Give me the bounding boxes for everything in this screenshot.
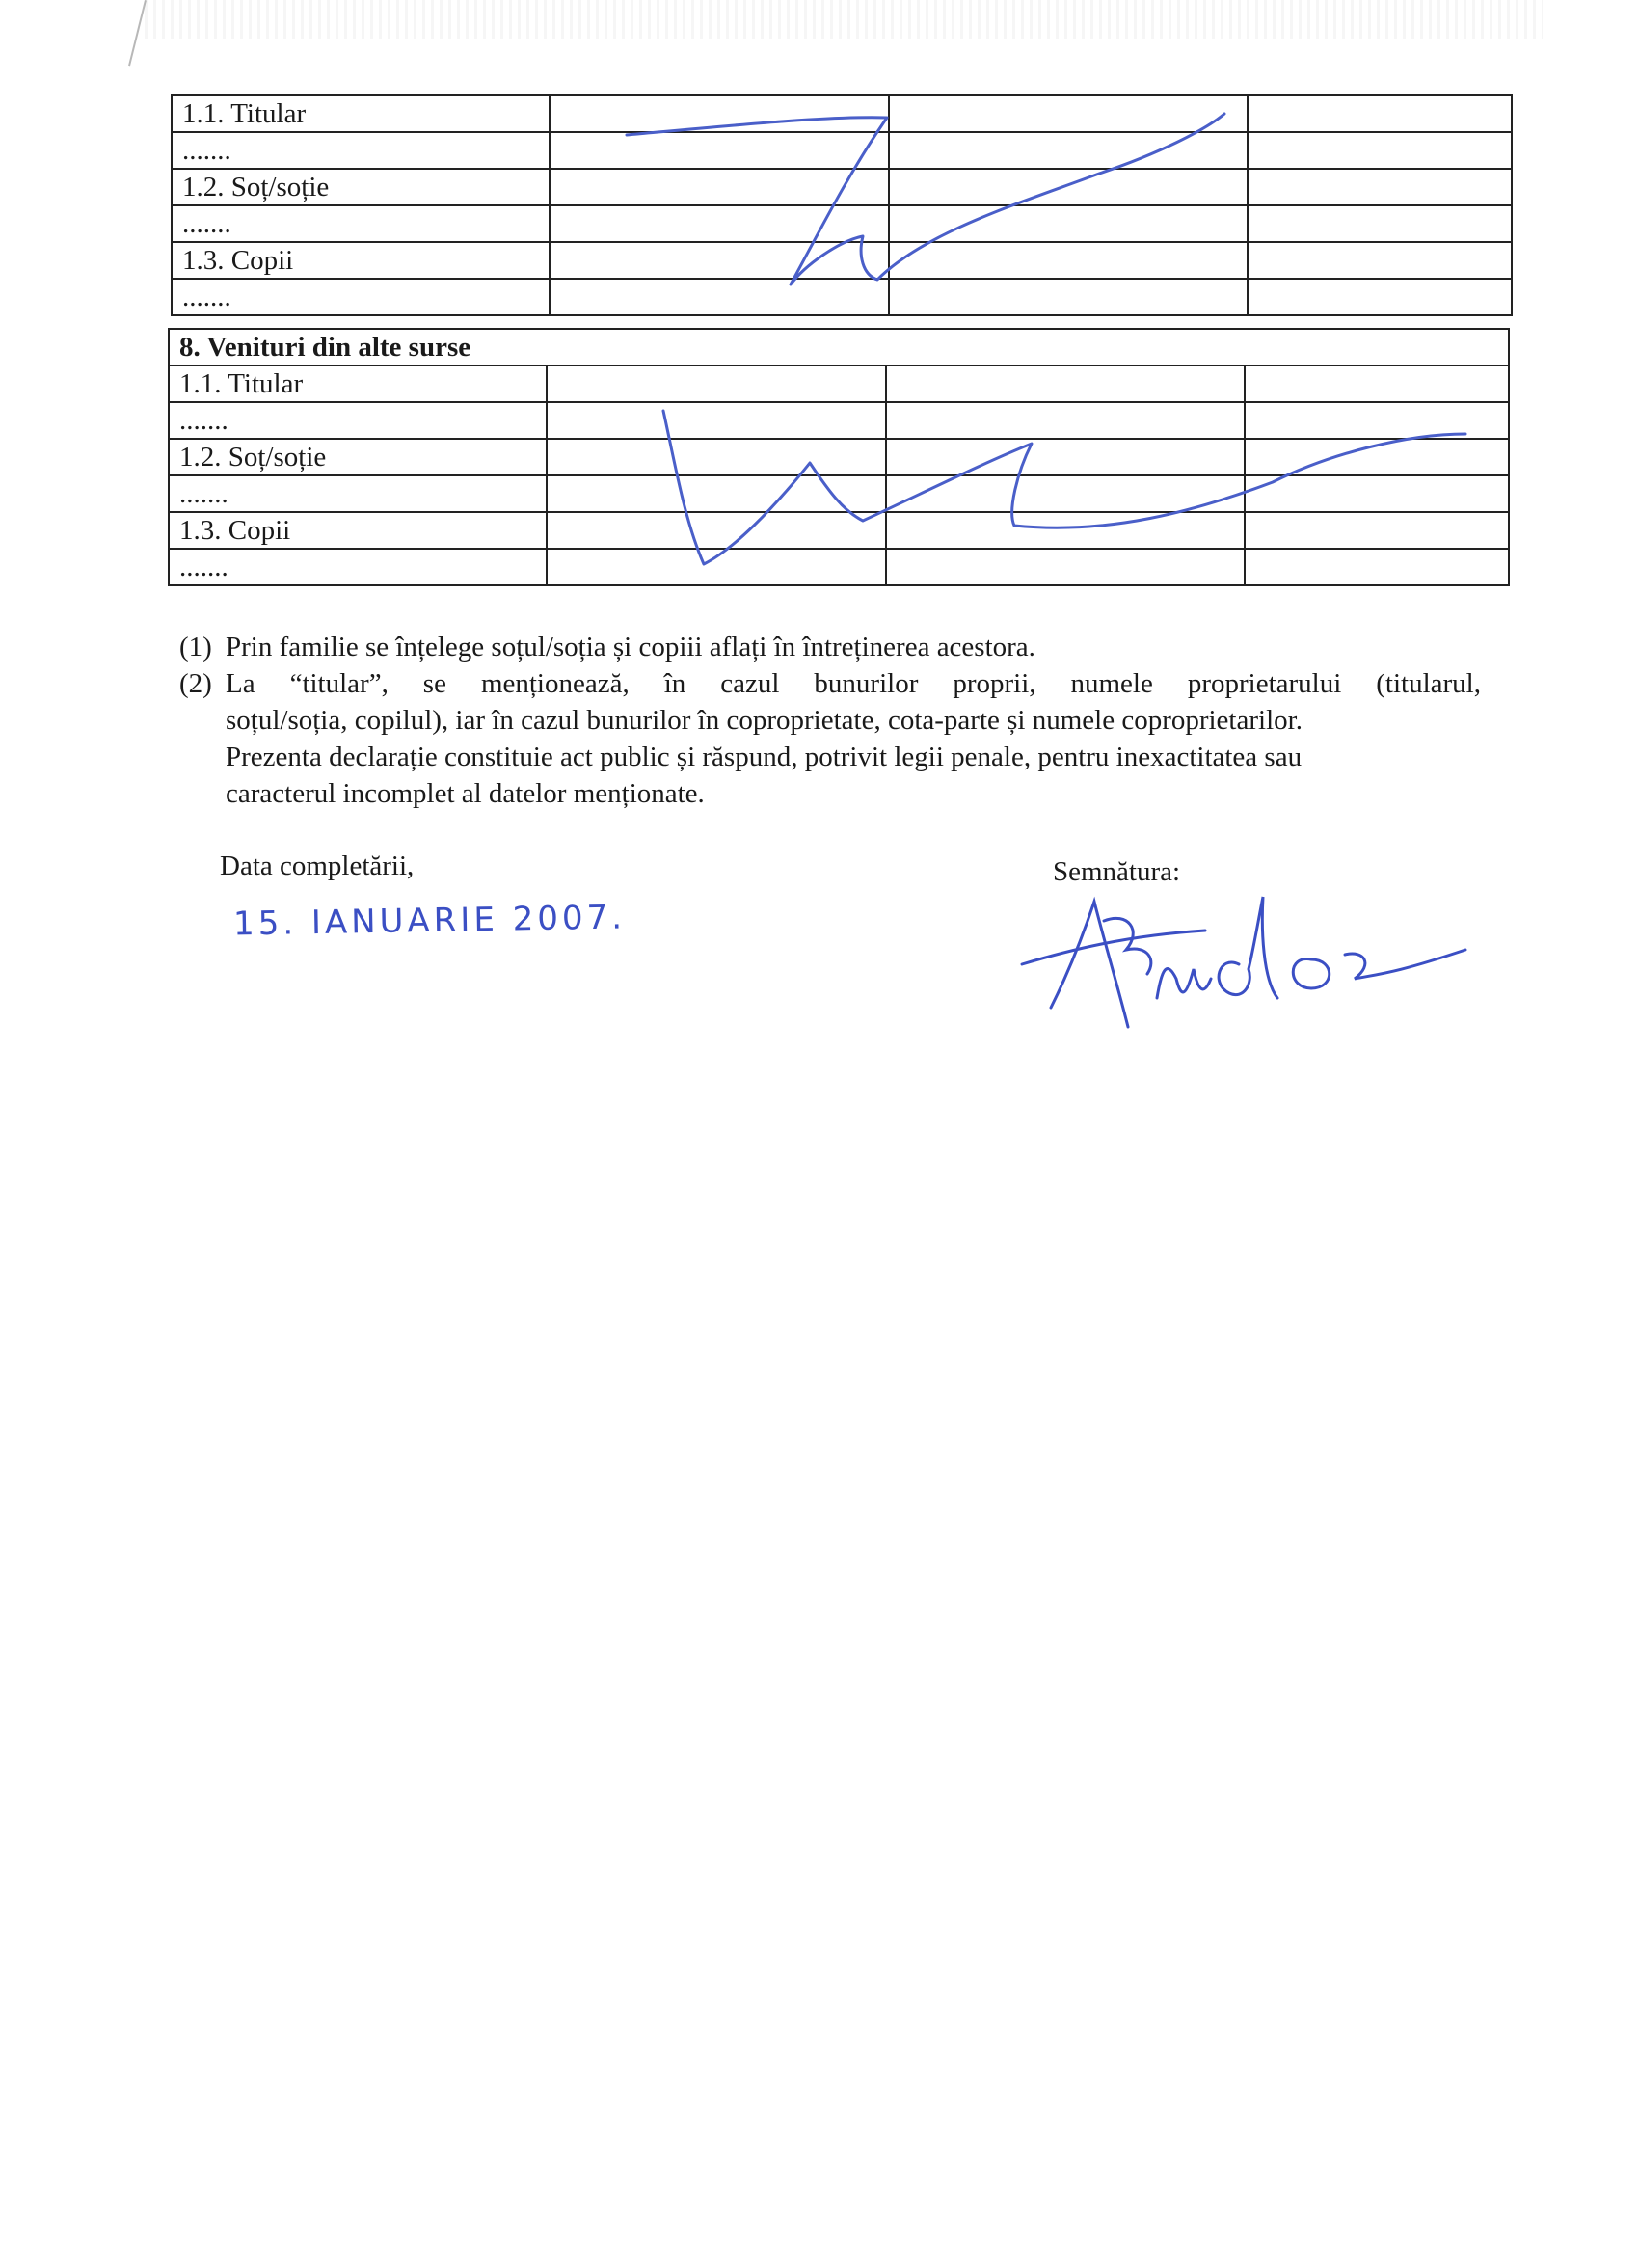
table-cell [550, 95, 889, 132]
row-label: 1.3. Copii [169, 512, 547, 549]
table-row [169, 402, 1509, 439]
completion-date-label: Data completării, [220, 850, 415, 881]
table-cell [886, 365, 1245, 402]
table-cell [1245, 549, 1509, 585]
table-row [169, 439, 1509, 475]
table-cell [1248, 132, 1512, 169]
signature-label: Semnătura: [1053, 856, 1181, 887]
table-cell [550, 169, 889, 205]
footnote-text: Prin familie se înțelege soțul/soția și copiii aflați în întreținerea acestora. [226, 632, 1035, 662]
section-title: 8. Venituri din alte surse [169, 329, 1509, 365]
table-cell [886, 549, 1245, 585]
footnote-2-continuation: soțul/soția, copilul), iar în cazul bunurilor în coproprietate, cota-parte și numele coproprietarilor. [226, 705, 1303, 736]
footnote-text: La “titular”, se menționează, în cazul bunurilor proprii, numele proprietarului (titularul, [226, 668, 1481, 699]
row-label: 1.2. Soț/soție [169, 439, 547, 475]
footnotes [179, 629, 1481, 812]
row-label: ....... [172, 205, 550, 242]
table-row [172, 205, 1512, 242]
table-cell [889, 242, 1248, 279]
table-cell [550, 242, 889, 279]
table-cell [1248, 95, 1512, 132]
table-cell [550, 205, 889, 242]
table-cell [889, 95, 1248, 132]
table-cell [550, 132, 889, 169]
table-cell [1245, 475, 1509, 512]
other-income-table [168, 328, 1510, 586]
table-cell [547, 549, 886, 585]
table-cell [889, 205, 1248, 242]
table-cell [547, 365, 886, 402]
table-cell [547, 439, 886, 475]
row-label: ....... [169, 549, 547, 585]
table-cell [1245, 512, 1509, 549]
table-row [172, 279, 1512, 315]
row-label: ....... [169, 475, 547, 512]
row-label: 1.1. Titular [172, 95, 550, 132]
footnote-number: (2) [179, 668, 212, 699]
table-cell [886, 512, 1245, 549]
row-label: 1.1. Titular [169, 365, 547, 402]
table-cell [886, 402, 1245, 439]
table-row [169, 365, 1509, 402]
table-cell [1248, 242, 1512, 279]
table-row [172, 169, 1512, 205]
footnote-2 [179, 665, 1481, 702]
table-row [169, 512, 1509, 549]
table-cell [1248, 169, 1512, 205]
scan-top-edge [145, 0, 1543, 39]
table-row [172, 132, 1512, 169]
table-row [169, 475, 1509, 512]
table-cell [889, 132, 1248, 169]
table-cell [1248, 205, 1512, 242]
handwritten-date: 15. IANUARIE 2007. [232, 898, 627, 944]
table-cell [1248, 279, 1512, 315]
table-cell [889, 169, 1248, 205]
handwritten-signature [1012, 892, 1475, 1037]
footnote-1 [179, 629, 1481, 665]
table-cell [550, 279, 889, 315]
row-label: ....... [172, 279, 550, 315]
row-label: ....... [169, 402, 547, 439]
table-cell [886, 475, 1245, 512]
declaration-statement-line-2: caracterul incomplet al datelor menționate. [226, 778, 705, 809]
footnote-number: (1) [179, 632, 212, 662]
row-label: 1.2. Soț/soție [172, 169, 550, 205]
table-row [169, 549, 1509, 585]
table-cell [1245, 365, 1509, 402]
row-label: 1.3. Copii [172, 242, 550, 279]
table-row [172, 95, 1512, 132]
row-label: ....... [172, 132, 550, 169]
table-row [172, 242, 1512, 279]
table-cell [1245, 439, 1509, 475]
table-cell [547, 402, 886, 439]
section-title-row [169, 329, 1509, 365]
table-cell [886, 439, 1245, 475]
table-cell [547, 475, 886, 512]
table-cell [889, 279, 1248, 315]
table-cell [1245, 402, 1509, 439]
income-table-previous-section [171, 94, 1513, 316]
declaration-statement-line-1: Prezenta declarație constituie act public și răspund, potrivit legii penale, pentru inexactitatea sau [226, 742, 1303, 772]
table-cell [547, 512, 886, 549]
